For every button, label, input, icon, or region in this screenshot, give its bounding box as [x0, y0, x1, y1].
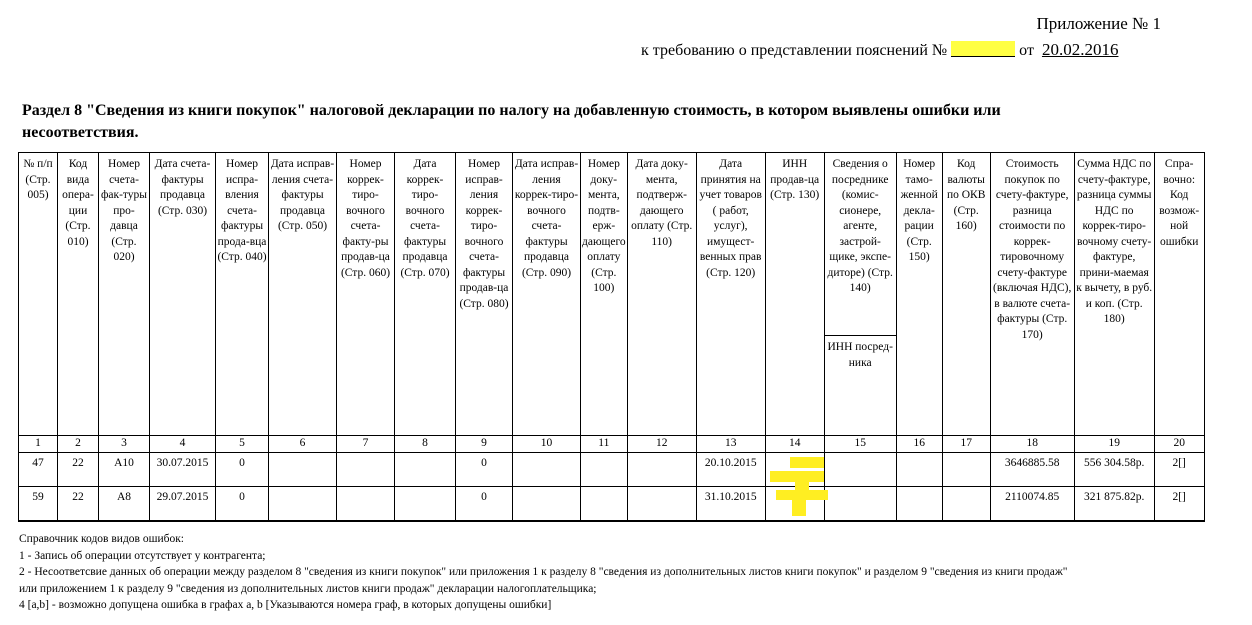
footnote-line: 1 - Запись об операции отсутствует у контрагента;	[19, 549, 266, 562]
header-cell: Дата принятия на учет товаров ( работ, услуг), имущест-венных прав (Стр. 120)	[696, 153, 765, 436]
table-cell: A10	[99, 453, 150, 487]
table-cell: 2[]	[1154, 487, 1204, 522]
column-number: 16	[896, 436, 942, 453]
header-cell: Код валюты по ОКВ (Стр. 160)	[942, 153, 990, 436]
table-cell: 22	[58, 487, 99, 522]
table-cell	[395, 487, 456, 522]
header-cell: Дата исправ-ления коррек-тиро-вочного счета-фактуры продавца (Стр. 090)	[513, 153, 581, 436]
column-number: 17	[942, 436, 990, 453]
redaction-mark	[770, 471, 824, 482]
column-number: 9	[456, 436, 513, 453]
section-title: Раздел 8 "Сведения из книги покупок" налоговой декларации по налогу на добавленную стоимость, в котором выявлены ошибки или несоответствия.	[22, 102, 1001, 141]
table-cell	[581, 453, 628, 487]
footnote-heading: Справочник кодов видов ошибок:	[19, 533, 184, 545]
table-cell: 30.07.2015	[150, 453, 216, 487]
redaction-mark	[792, 500, 806, 516]
header-cell: Дата исправ-ления счета-фактуры продавца (Стр. 050)	[269, 153, 337, 436]
column-number: 10	[513, 436, 581, 453]
table-cell: 0	[456, 487, 513, 522]
table-cell: 2[]	[1154, 453, 1204, 487]
column-number: 6	[269, 436, 337, 453]
table-cell	[513, 487, 581, 522]
table-cell	[513, 453, 581, 487]
header-cell: Номер исправ-ления коррек-тиро-вочного счета-фактуры продав-ца (Стр. 080)	[456, 153, 513, 436]
table-cell: 31.10.2015	[696, 487, 765, 522]
column-number: 18	[990, 436, 1074, 453]
table-cell: 2110074.85	[990, 487, 1074, 522]
table-cell: 59	[19, 487, 58, 522]
column-number: 2	[58, 436, 99, 453]
column-number: 5	[216, 436, 269, 453]
from-word: от	[1019, 42, 1034, 59]
table-cell	[627, 487, 696, 522]
header-cell: Дата счета-фактуры продавца (Стр. 030)	[150, 153, 216, 436]
table-cell: 0	[216, 487, 269, 522]
header-cell: Спра-вочно: Код возмож-ной ошибки	[1154, 153, 1204, 436]
header-cell: Номер коррек-тиро-вочного счета-факту-ры продав-ца (Стр. 060)	[337, 153, 395, 436]
table-cell: 556 304.58р.	[1074, 453, 1154, 487]
header-cell: Номер испра-вления счета-фактуры прода-вца (Стр. 040)	[216, 153, 269, 436]
table-cell	[942, 487, 990, 522]
header-row	[19, 153, 1205, 336]
table-cell: 22	[58, 453, 99, 487]
table-cell: 3646885.58	[990, 453, 1074, 487]
column-number: 19	[1074, 436, 1154, 453]
table-row	[19, 453, 1205, 487]
table-cell	[627, 453, 696, 487]
table-cell	[269, 453, 337, 487]
table-row	[19, 487, 1205, 522]
appendix-label: Приложение № 1	[1036, 14, 1161, 33]
column-number: 4	[150, 436, 216, 453]
table-cell: 0	[456, 453, 513, 487]
header-cell-intermediary-inn: ИНН посред-ника	[824, 336, 896, 436]
header-cell: № п/п (Стр. 005)	[19, 153, 58, 436]
table-cell	[395, 453, 456, 487]
column-number: 20	[1154, 436, 1204, 453]
redacted-request-number	[951, 41, 1015, 57]
header-cell-intermediary: Сведения о посреднике (комис-сионере, агенте, застрой-щике, экспе-диторе) (Стр. 140)	[824, 153, 896, 336]
header-cell: Стоимость покупок по счету-фактуре, разница стоимости по коррек-тировочному счету-фактуре (включая НДС), в валюте счета-фактуры (Стр. 170)	[990, 153, 1074, 436]
header-cell: Дата доку-мента, подтверж-дающего оплату (Стр. 110)	[627, 153, 696, 436]
table-cell	[896, 453, 942, 487]
header-cell: Код вида опера-ции (Стр. 010)	[58, 153, 99, 436]
column-number: 13	[696, 436, 765, 453]
table-cell: A8	[99, 487, 150, 522]
table-cell	[337, 487, 395, 522]
request-text: к требованию о представлении пояснений №	[641, 42, 948, 59]
column-number: 12	[627, 436, 696, 453]
table-cell	[269, 487, 337, 522]
column-number: 7	[337, 436, 395, 453]
header-cell: Дата коррек-тиро-вочного счета-фактуры продавца (Стр. 070)	[395, 153, 456, 436]
column-number-row	[19, 436, 1205, 453]
table-cell	[824, 453, 896, 487]
redaction-mark	[795, 482, 809, 490]
request-date: 20.02.2016	[1041, 40, 1119, 59]
column-number: 1	[19, 436, 58, 453]
column-number: 11	[581, 436, 628, 453]
table-cell: 47	[19, 453, 58, 487]
column-number: 14	[765, 436, 824, 453]
redaction-mark	[790, 457, 824, 468]
table-cell	[824, 487, 896, 522]
column-number: 8	[395, 436, 456, 453]
table-cell: 29.07.2015	[150, 487, 216, 522]
header-cell: Номер тамо-женной декла-рации (Стр. 150)	[896, 153, 942, 436]
table-cell	[896, 487, 942, 522]
redaction-mark	[776, 490, 828, 500]
request-line	[641, 40, 1118, 60]
table-cell	[581, 487, 628, 522]
table-cell	[337, 453, 395, 487]
header-cell: ИНН продав-ца (Стр. 130)	[765, 153, 824, 436]
header-cell: Сумма НДС по счету-фактуре, разница суммы НДС по коррек-тиро-вочному счету-фактуре, прини-маемая к вычету, в руб. и коп. (Стр. 180)	[1074, 153, 1154, 436]
error-code-reference	[19, 531, 1079, 614]
header-cell: Номер счета-фак-туры про-давца (Стр. 020)	[99, 153, 150, 436]
purchase-book-table	[18, 152, 1205, 522]
table-cell	[942, 453, 990, 487]
table-cell: 0	[216, 453, 269, 487]
header-cell: Номер доку-мента, подтв-ерж-дающего оплату (Стр. 100)	[581, 153, 628, 436]
footnote-line: 2 - Несоответсвие данных об операции между разделом 8 "сведения из книги покупок" или приложения 1 к разделу 8 "сведения из дополнительных листов книги покупок" и разделом 9 "сведения из книги продаж" или приложением 1 к разделу 9 "сведения из дополнительных листов книги продаж" декларации налогоплательщика;	[19, 566, 1068, 595]
column-number: 15	[824, 436, 896, 453]
footnote-line: 4 [a,b] - возможно допущена ошибка в графах a, b [Указываются номера граф, в которых допущены ошибки]	[19, 599, 552, 611]
table-cell: 20.10.2015	[696, 453, 765, 487]
table-cell: 321 875.82р.	[1074, 487, 1154, 522]
column-number: 3	[99, 436, 150, 453]
